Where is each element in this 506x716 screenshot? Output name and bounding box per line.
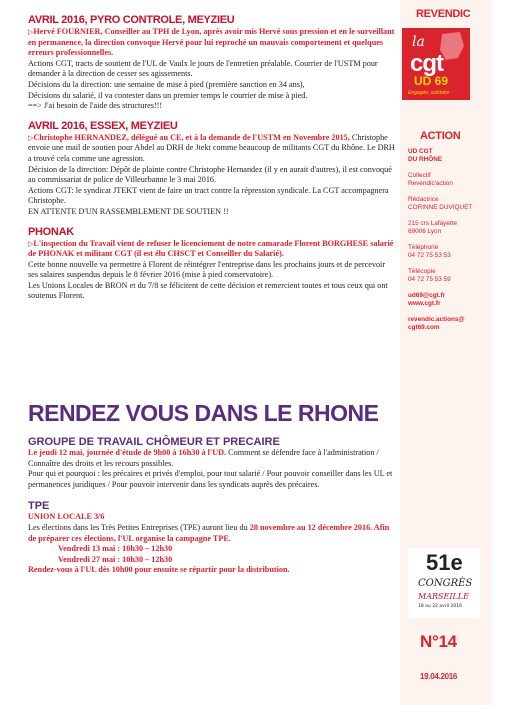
address-line: 215 crs Lafayette xyxy=(408,220,458,227)
paragraph: Décision de la direction: Dépôt de plainte contre Christophe Hernandez (il y en aurait d'autres), il est convoqué au commissariat de police de Villeurbanne le 3 mai 2016. xyxy=(28,164,392,185)
article-title: AVRIL 2016, PYRO CONTROLE, MEYZIEU xyxy=(28,14,235,26)
sidebar-info xyxy=(408,148,490,332)
paragraph: Cette bonne nouvelle va permettre à Florent de réintégrer l'entreprise dans les prochains jours et de percevoir ses salaires suspendus depuis le 8 février 2016 (mise à pied conservatoire). xyxy=(28,259,386,280)
issue-date: 19.04.2016 xyxy=(420,672,458,681)
congres-word: CONGRÈS xyxy=(418,578,473,589)
paragraph: Actions CGT: le syndicat JTEKT vient de faire un tract contre la répression syndicale. La CGT accompagnera Christophe. xyxy=(28,185,389,206)
issue-number: N°14 xyxy=(420,632,457,651)
email-link[interactable]: ud69@cgt.fr xyxy=(408,292,446,299)
org-line: DU RHÔNE xyxy=(408,156,443,163)
tpe-rendezvous: Rendez-vous à l'UL dès 10h00 pour ensuite se répartir pour la distribution. xyxy=(28,565,290,575)
main-column xyxy=(28,14,396,308)
article-title: PHONAK xyxy=(28,225,74,238)
redaction-label: Rédactrice xyxy=(408,196,439,203)
triangle-icon: ▷ xyxy=(28,133,34,142)
logo-tagline: Engagée, solidaire xyxy=(408,90,450,96)
web-link[interactable]: www.cgt.fr xyxy=(408,300,441,307)
paragraph: Pour qui et pourquoi : les précaires et privés d'emploi, pour tout salarié / Pour pouvoir conseiller dans les UL et permanences juridiques / Pour pouvoir intervenir dans les syndicats auprès des précaires. xyxy=(28,469,393,489)
collectif-name: Revendic'action xyxy=(408,180,453,187)
tpe-text: Les élections dans les Très Petites Entreprises (TPE) auront lieu du xyxy=(28,522,250,532)
sidebar-top-label: REVENDIC xyxy=(416,8,471,20)
email2-link[interactable]: revendic.actions@ xyxy=(408,316,465,323)
congres-number: 51e xyxy=(426,550,463,575)
article-lead: Hervé FOURNIER, Conseiller au TPH de Lyon, après avoir mis Hervé sous pression et en le surveillant en permanence, la direction convoque Hervé pour lui reproché un mauvais comportement et quelques erreurs professionnelles. xyxy=(28,27,395,58)
group-title: GROUPE DE TRAVAIL CHÔMEUR ET PRECAIRE xyxy=(28,436,280,448)
action-label: ACTION xyxy=(420,130,461,142)
group-lead: Le jeudi 12 mai, journée d'étude de 9h00 à 16h30 à l'UD. xyxy=(28,448,227,457)
group-lead-rest: Comment se défendre face à l'administration / Connaître des droits et les recours possibles. xyxy=(28,448,379,468)
paragraph: Décisions du la direction: une semaine de mise à pied (première sanction en 34 ans), xyxy=(28,79,305,89)
tpe-title: TPE xyxy=(28,500,50,513)
tpe-date-1: Vendredi 13 mai : 10h30 – 12h30 xyxy=(58,544,173,554)
triangle-icon: ▷ xyxy=(28,28,34,36)
congres-city: MARSEILLE xyxy=(418,592,469,601)
paragraph: Actions CGT, tracts de soutient de l'UL de Vaulx le jours de l'entretien préalable. Courrier de l'USTM pour demander à la direction de cesser ses agissements. xyxy=(28,58,378,79)
tpe-date-2: Vendredi 27 mai : 10h30 – 12h30 xyxy=(58,554,173,564)
paragraph: Les Unions Locales de BRON et du 7/8 se félicitent de cette décision et remercient toutes et tous ceux qui ont soutenus Florent. xyxy=(28,280,388,301)
fax-value: 04 72 75 53 59 xyxy=(408,276,451,283)
logo-script: la xyxy=(412,34,425,50)
tpe-dates: 28 novembre au 12 décembre 2016. Afin de préparer ces élections, l'UL organise la campagne TPE. xyxy=(28,522,390,543)
email2-link[interactable]: cgt69.com xyxy=(408,324,440,331)
article-pyro xyxy=(28,14,396,112)
article-lead: L'inspection du Travail vient de refuser le licenciement de notre camarade Florent BORGHESE salarié de PHONAK et militant CGT (il est élu CHSCT et Conseiller du Salarié). xyxy=(28,238,394,259)
article-lead: Christophe HERNANDEZ, délégué au CE, et à la demande de l'USTM en Novembre 2015, xyxy=(33,132,350,142)
rdv-section xyxy=(28,436,396,576)
logo-cgt: cgt xyxy=(410,50,443,77)
article-phonak xyxy=(28,226,396,303)
paragraph: EN ATTENTE D'UN RASSEMBLEMENT DE SOUTIEN !! xyxy=(28,206,229,216)
tel-label: Téléphone xyxy=(408,244,439,251)
article-lead-rest: Christophe envoie une mail de soutien pour Abdel au DRH de Jtekt comme beaucoup de militants CGT du Rhône. Le DRH a trouvé cela comme une agression. xyxy=(28,132,395,163)
collectif-label: Collectif xyxy=(408,172,431,179)
sidebar xyxy=(400,0,492,705)
paragraph: Décisions du salarié, il va contester dans un premier temps le courrier de mise à pied. xyxy=(28,90,308,100)
fax-label: Télécopie xyxy=(408,268,436,275)
cgt-logo xyxy=(402,28,470,100)
org-line: UD CGT xyxy=(408,148,433,155)
logo-ud: UD 69 xyxy=(414,74,449,88)
paragraph: ==> J'ai besoin de l'aide des structures!!! xyxy=(28,101,163,111)
congres-badge xyxy=(408,548,480,618)
address-line: 69006 Lyon xyxy=(408,228,442,235)
tpe-ul: UNION LOCALE 3/6 xyxy=(28,512,105,522)
page-section-title: RENDEZ VOUS DANS LE RHONE xyxy=(28,400,379,426)
congres-dates: 18 au 22 avril 2016 xyxy=(418,604,463,609)
tel-value: 04 72 75 53 53 xyxy=(408,252,451,259)
article-title: AVRIL 2016, ESSEX, MEYZIEU xyxy=(28,119,178,132)
article-essex xyxy=(28,120,396,218)
triangle-icon: ▷ xyxy=(28,239,34,248)
redaction-name: CORINNE DUVIQUET xyxy=(408,204,473,211)
